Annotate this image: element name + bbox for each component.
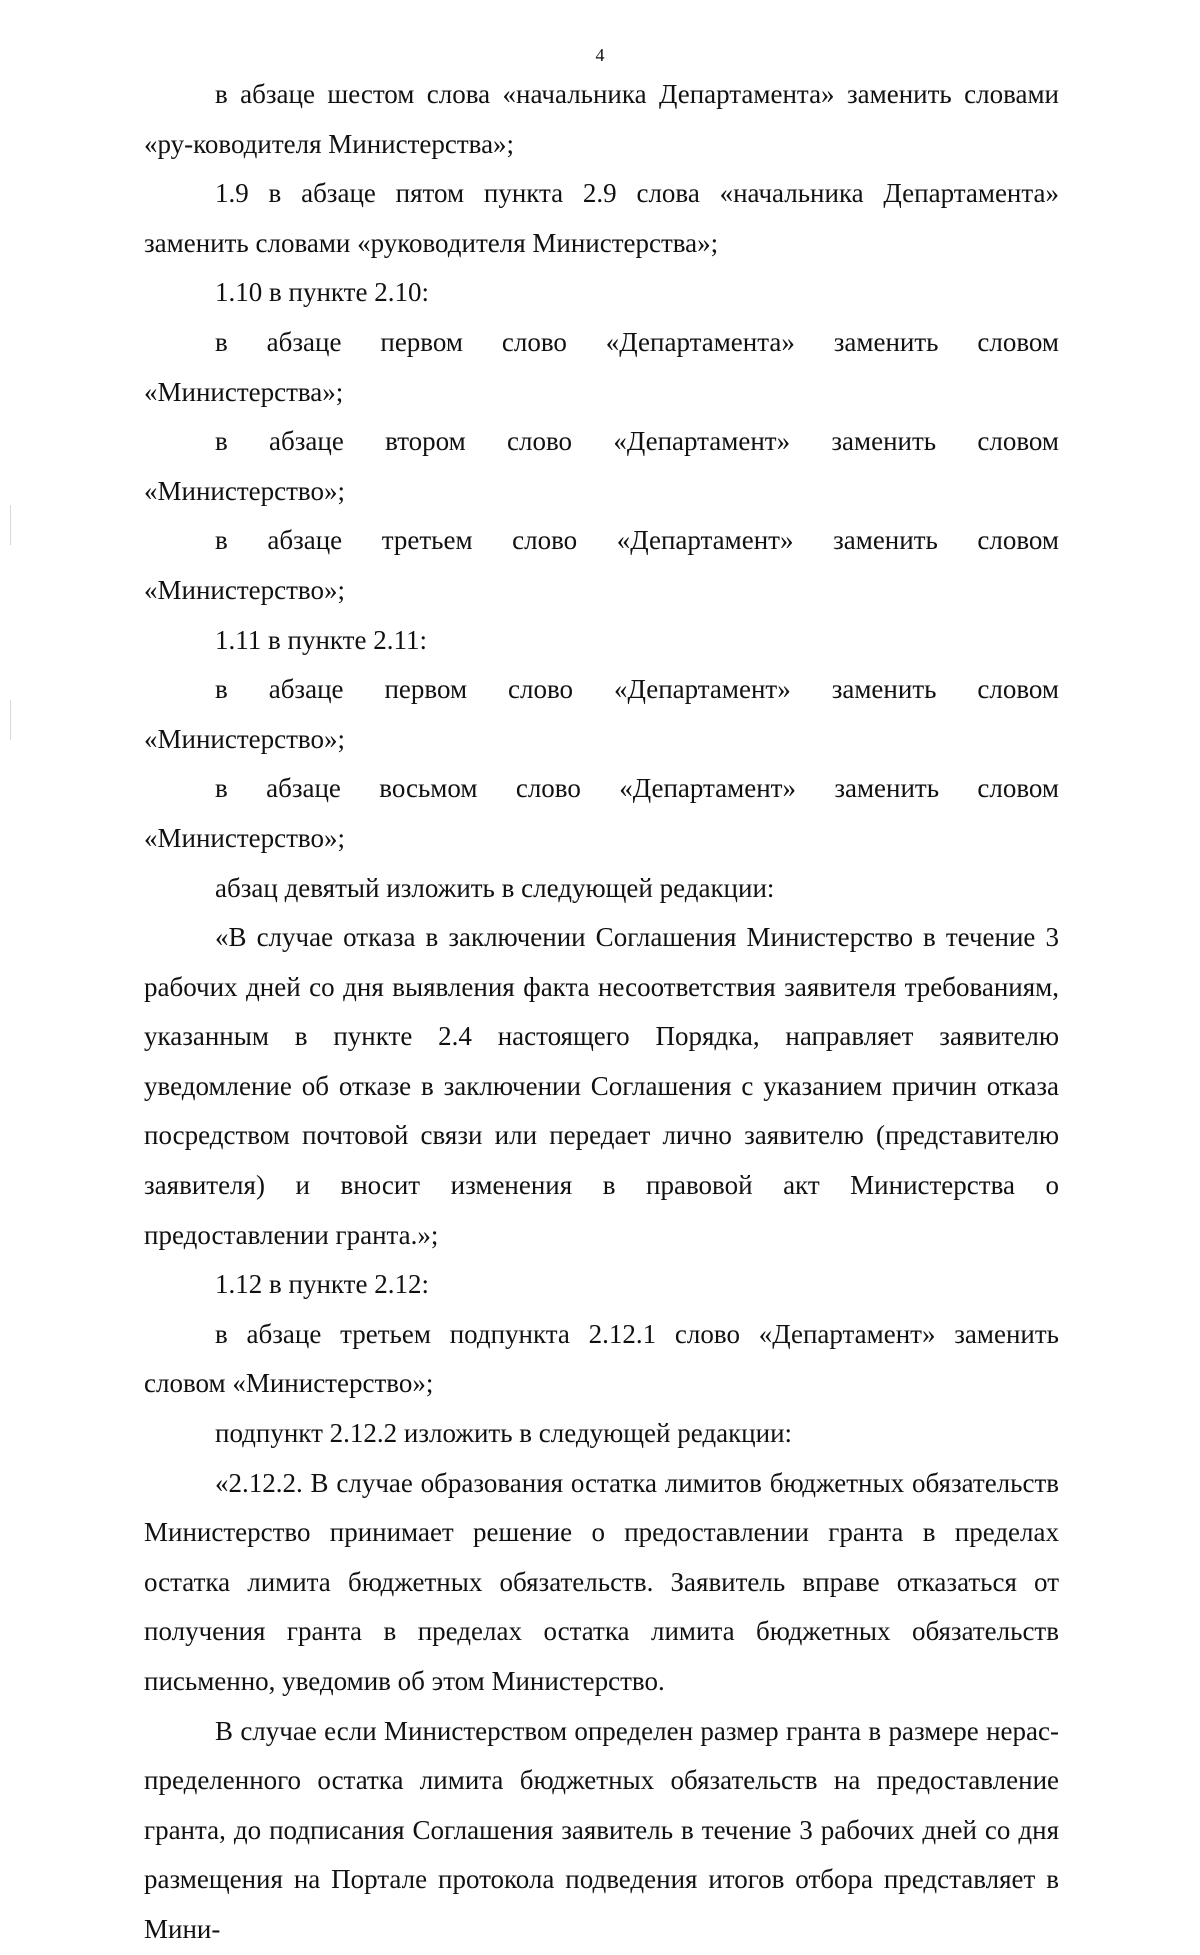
paragraph: в абзаце втором слово «Департамент» заменить словом «Министерство»; [144, 426, 1059, 506]
paragraph: в абзаце первом слово «Департамента» заменить словом «Министерства»; [144, 326, 1059, 407]
paragraph: 1.9 в абзаце пятом пункта 2.9 слова «начальника Департамента» заменить словами «руководителя Министерства»; [144, 178, 1059, 258]
paragraph: в абзаце первом слово «Департамент» заменить словом «Министерство»; [144, 674, 1059, 754]
paragraph: в абзаце третьем подпункта 2.12.1 слово «Департамент» заменить словом «Министерство»; [144, 1318, 1059, 1399]
paragraph: «2.12.2. В случае образования остатка лимитов бюджетных обязательств Министерство принимает решение о предоставлении гранта в пределах остатка лимита бюджетных обязательств. Заявитель вправе отказаться от получения гранта в пределах остатка лимита бюджетных обязательств письменно, уведомив об этом Министерство. [144, 1467, 1059, 1696]
paragraph: абзац девятый изложить в следующей редакции: [215, 872, 775, 903]
paragraph: 1.10 в пункте 2.10: [215, 277, 429, 308]
paragraph: в абзаце третьем слово «Департамент» заменить словом «Министерство»; [144, 525, 1059, 605]
page-number: 4 [595, 45, 605, 65]
paragraph: 1.12 в пункте 2.12: [215, 1269, 429, 1300]
paragraph: В случае если Министерством определен размер гранта в размере нераспределенного остатка лимита бюджетных обязательств на предоставление гранта, до подписания Соглашения заявитель в течение 3 рабочих дней со дня размещения на Портале протокола подведения итогов отбора представляет в Мини- [144, 1715, 1059, 1944]
paragraph: 1.11 в пункте 2.11: [215, 624, 427, 655]
paragraph: в абзаце шестом слова «начальника Департамента» заменить словами «ру-ководителя Министерства»; [144, 79, 1059, 159]
scan-artifact-line [10, 505, 11, 545]
paragraph: подпункт 2.12.2 изложить в следующей редакции: [215, 1418, 793, 1449]
paragraph: в абзаце восьмом слово «Департамент» заменить словом «Министерство»; [144, 773, 1059, 853]
scan-artifact-line [10, 700, 11, 740]
paragraph: «В случае отказа в заключении Соглашения Министерство в течение 3 рабочих дней со дня выявления факта несоответствия заявителя требованиям, указанным в пункте 2.4 настоящего Порядка, направляет заявителю уведомление об отказе в заключении Соглашения с указанием причин отказа посредством почтовой связи или передает лично заявителю (представителю заявителя) и вносит изменения в правовой акт Министерства о предоставлении гранта.»; [144, 922, 1059, 1250]
document-body [144, 70, 1059, 1955]
